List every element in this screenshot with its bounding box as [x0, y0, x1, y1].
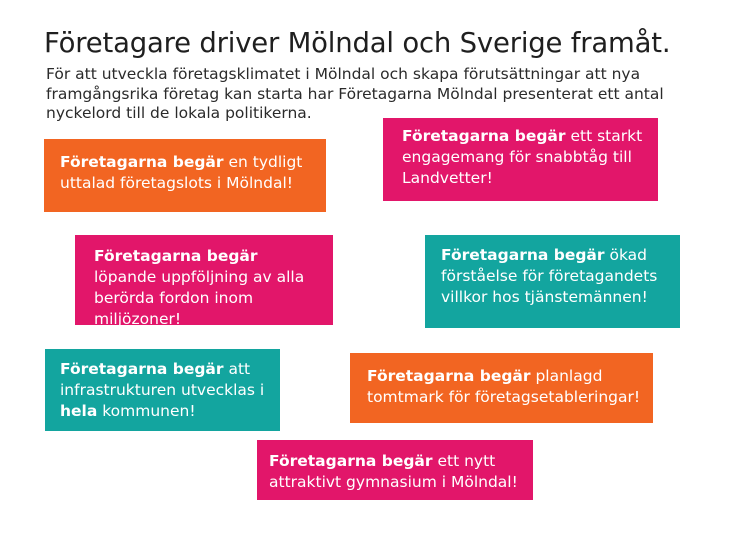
- intro-paragraph: För att utveckla företagsklimatet i Mölndal och skapa förutsättningar att nya framgångsrika företag kan starta har Företagarna Mölndal presenterat ett antal nyckelord till de lokala politikerna.: [46, 65, 664, 122]
- speech-bubble-civil-servants: [425, 235, 680, 328]
- bubble-lead: Företagarna begär: [60, 360, 224, 378]
- bubble-lead: Företagarna begär: [269, 452, 433, 470]
- bubble-tail: [570, 423, 594, 449]
- speech-bubble-high-speed-train: [383, 118, 658, 201]
- speech-bubble-environmental-zones: [75, 235, 333, 328]
- bubble-text: en tydligt uttalad företagslots i Mölndal!: [60, 153, 303, 192]
- speech-bubble-business-pilot: [44, 139, 326, 212]
- bubble-lead: Företagarna begär: [441, 246, 605, 264]
- speech-bubble-land-plots: [350, 353, 653, 423]
- bubble-text: planlagd tomtmark för företagsetableringar!: [367, 367, 641, 406]
- bubble-text: att infrastrukturen utvecklas i: [60, 360, 265, 399]
- bubble-tail: [281, 325, 303, 351]
- bubble-text-end: kommunen!: [97, 402, 196, 420]
- bubble-text: ett nytt attraktivt gymnasium i Mölndal!: [269, 452, 518, 491]
- bubble-tail: [457, 328, 481, 354]
- speech-bubble-upper-secondary-school: [257, 440, 533, 500]
- bubble-text: löpande uppföljning av alla berörda fordon inom miljözoner!: [94, 268, 305, 328]
- bubble-lead: Företagarna begär: [60, 153, 224, 171]
- speech-bubble-infrastructure: [45, 349, 280, 431]
- bubble-tail: [281, 500, 305, 526]
- bubble-bold-word: hela: [60, 402, 98, 420]
- bubble-text: ökad förståelse för företagandets villkor hos tjänstemännen!: [441, 246, 658, 306]
- bubble-text: ett starkt engagemang för snabbtåg till Landvetter!: [402, 127, 643, 187]
- bubble-tail: [411, 201, 435, 227]
- bubble-lead: Företagarna begär: [94, 247, 258, 265]
- bubble-lead: Företagarna begär: [367, 367, 531, 385]
- bubble-tail: [86, 431, 110, 457]
- bubble-lead: Företagarna begär: [402, 127, 566, 145]
- page-title: Företagare driver Mölndal och Sverige framåt.: [44, 27, 671, 59]
